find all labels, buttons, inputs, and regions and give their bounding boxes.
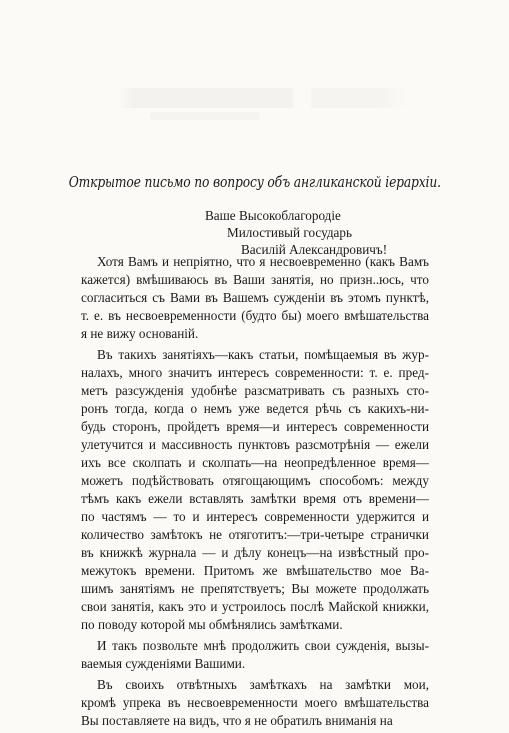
salutation-line-1: Ваше Высокоблагородiе [205,208,341,223]
text-line: налахъ, много значитъ интересъ современности: т. е. пред- [81,365,429,380]
text-line: по частямъ — то и интересъ современности удержится и [81,509,429,524]
text-line: можетъ подѣйствовать отягощающимъ способомъ: между [81,473,429,488]
text-line: шимъ занятiямъ не препятствуетъ; Вы можете продолжать [81,581,429,596]
text-line: ихъ все сколпать и сколпать—на неопредѣленное время— [81,455,429,470]
text-line: т. е. въ несвоевременности (будто бы) моего вмѣшательства [81,308,429,323]
paragraph [81,253,429,343]
text-line: И такъ позвольте мнѣ продолжить свои сужденiя, вызы- [97,638,429,653]
text-line: Въ своихъ отвѣтныхъ замѣткахъ на замѣтки мои, [97,677,429,692]
text-line: Въ такихъ занятiяхъ—какъ статьи, помѣщаемыя въ жур- [97,347,429,362]
page-title: Открытое письмо по вопросу объ англиканской iерархiи. [68,173,441,191]
text-line: тѣмъ какъ ежели вставлять замѣтки время отъ времени— [81,491,429,506]
paragraph [81,637,429,673]
text-line: кажется) вмѣшиваюсь въ Ваши занятiя, но призн..юсь, что [81,272,429,287]
text-line: въ книжкѣ журнала — и дѣлу конецъ—на извѣстный про- [81,545,429,560]
text-line: согласиться съ Вами въ Вашемъ сужденiи въ этомъ пунктѣ, [81,290,429,305]
text-line: по поводу которой мы обмѣнялись замѣтками. [81,617,343,632]
salutation-line-3: Василiй Александровичъ! [241,242,388,257]
faded-header-text [118,88,408,108]
text-line: ронъ тогда, когда о немъ уже ведется рѣчь съ какихъ-ни- [81,401,429,416]
text-line: свои занятiя, какъ это и устроилось послѣ Майской книжки, [81,599,429,614]
text-line: межутокъ времени. Притомъ же вмѣшательство мое Ва- [81,563,429,578]
text-line: метъ разсужденiя удобнѣе разсматривать съ разныхъ сто- [81,383,429,398]
text-line: улетучится и массивность пунктовъ разсмотрѣнiя — ежели [81,437,429,452]
salutation [205,207,435,258]
text-line: Вы поставляете на видъ, что я не обратилъ вниманiя на [81,713,393,728]
text-line: Хотя Вамъ и непрiятно, что я несвоевременно (какъ Вамъ [97,254,429,269]
text-line: будь сторонъ, пройдетъ время—и интересъ современности [81,419,429,434]
faded-header-text-2 [150,112,260,120]
text-line: количество замѣтокъ не отяготитъ:—три-четыре странички [81,527,429,542]
text-line: я не вижу основанiй. [81,326,199,341]
letter-body [81,253,429,733]
paragraph [81,676,429,730]
text-line: кромѣ упрека въ несвоевременности моего вмѣшательства [81,695,429,710]
paragraph [81,346,429,634]
text-line: ваемыя сужденiями Вашими. [81,656,246,671]
salutation-line-2: Милостивый государь [227,225,353,240]
